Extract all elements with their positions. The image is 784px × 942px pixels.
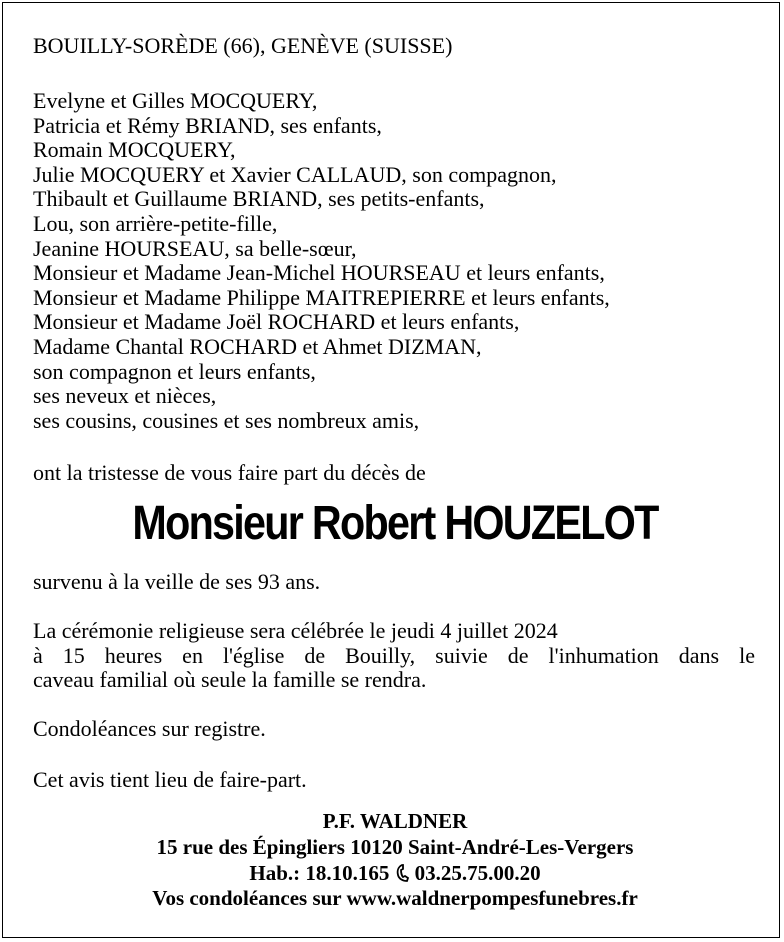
phone-icon (395, 861, 413, 887)
funeral-home-phone: 03.25.75.00.20 (414, 860, 541, 885)
location-header: BOUILLY-SORÈDE (66), GENÈVE (SUISSE) (33, 33, 453, 58)
family-line: Thibault et Guillaume BRIAND, ses petits-enfants, (33, 186, 485, 212)
funeral-home-website: Vos condoléances sur www.waldnerpompesfunebres.fr (152, 886, 638, 911)
funeral-home-address: 15 rue des Épingliers 10120 Saint-André-Les-Vergers (156, 834, 634, 859)
announcement-text: ont la tristesse de vous faire part du décès de (33, 460, 426, 485)
family-line: Jeanine HOURSEAU, sa belle-sœur, (33, 235, 357, 261)
family-line: ses cousins, cousines et ses nombreux amis, (33, 407, 420, 433)
age-line: survenu à la veille de ses 93 ans. (33, 569, 321, 594)
family-line: Evelyne et Gilles MOCQUERY, (33, 88, 318, 113)
ceremony-details (33, 619, 755, 693)
funeral-home-hab: Hab.: 18.10.165 (249, 860, 390, 885)
family-line: Monsieur et Madame Jean-Michel HOURSEAU et leurs enfants, (33, 260, 605, 286)
family-line: Monsieur et Madame Philippe MAITREPIERRE et leurs enfants, (33, 284, 610, 310)
funeral-home-contact (3, 861, 784, 887)
funeral-home-footer (3, 809, 784, 912)
ceremony-line-3: caveau familial où seule la famille se rendra. (33, 667, 427, 693)
ceremony-line-1: La cérémonie religieuse sera célébrée le jeudi 4 juillet 2024 (33, 618, 558, 643)
family-line: Monsieur et Madame Joël ROCHARD et leurs enfants, (33, 309, 520, 335)
family-line: Madame Chantal ROCHARD et Ahmet DIZMAN, (33, 333, 482, 359)
family-line: Julie MOCQUERY et Xavier CALLAUD, son compagnon, (33, 161, 557, 187)
family-line: Lou, son arrière-petite-fille, (33, 210, 278, 236)
obituary-notice (2, 2, 780, 938)
family-line: son compagnon et leurs enfants, (33, 358, 316, 384)
condolences-note: Condoléances sur registre. (33, 716, 266, 741)
family-line: ses neveux et nièces, (33, 383, 217, 409)
family-line: Romain MOCQUERY, (33, 137, 236, 163)
deceased-name: Monsieur Robert HOUZELOT (132, 497, 658, 550)
funeral-home-name: P.F. WALDNER (322, 809, 468, 833)
notice-note: Cet avis tient lieu de faire-part. (33, 767, 307, 792)
family-list (33, 89, 755, 433)
family-line: Patricia et Rémy BRIAND, ses enfants, (33, 112, 382, 138)
ceremony-line-2: à 15 heures en l'église de Bouilly, suivie de l'inhumation dans le (33, 642, 755, 668)
